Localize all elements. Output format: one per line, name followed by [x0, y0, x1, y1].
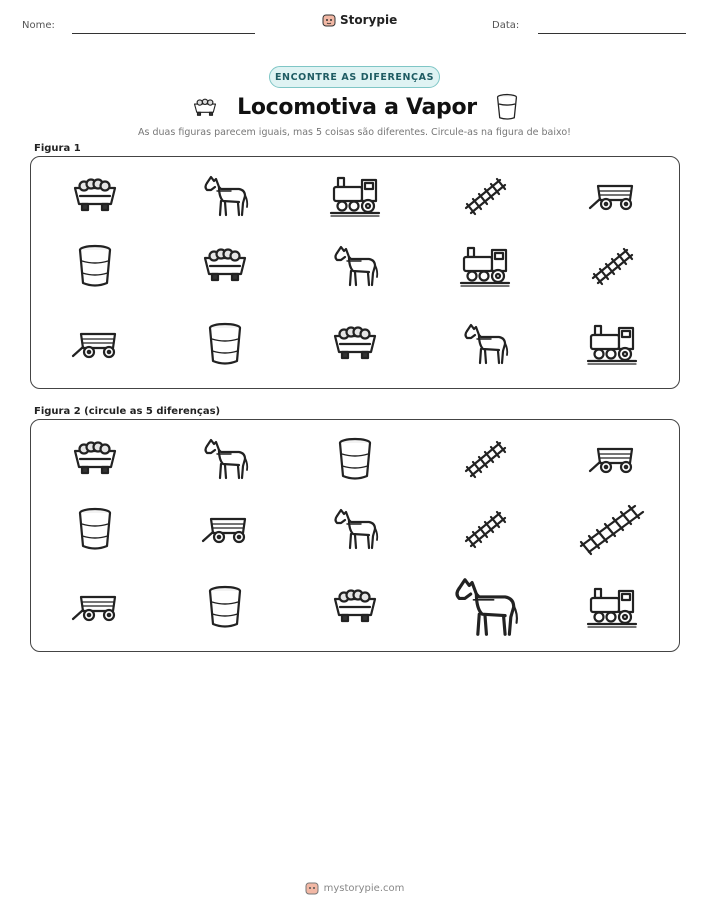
figure1-label: Figura 1 [34, 143, 81, 154]
title-row [190, 90, 520, 124]
tracks-icon [572, 236, 652, 296]
horse-icon [315, 236, 395, 296]
brand-logo [322, 13, 397, 27]
footer-url[interactable]: mystorypie.com [323, 882, 405, 894]
train-icon [572, 314, 652, 374]
train-icon [315, 166, 395, 226]
coal-cart-icon[interactable] [55, 429, 135, 489]
wagon-icon[interactable] [572, 429, 652, 489]
coal-cart-icon[interactable] [315, 577, 395, 637]
coal-cart-icon [185, 236, 265, 296]
activity-badge: ENCONTRE AS DIFERENÇAS [269, 66, 440, 88]
brand-name: Storypie [340, 13, 398, 27]
date-line[interactable] [538, 33, 686, 34]
bucket-icon[interactable] [315, 429, 395, 489]
wagon-icon [572, 166, 652, 226]
storypie-mascot-icon [305, 881, 319, 895]
page-title: Locomotiva a Vapor [237, 94, 477, 120]
wagon-icon [55, 314, 135, 374]
footer [0, 881, 709, 895]
horse-large-icon[interactable] [445, 577, 525, 637]
coal-cart-icon [190, 94, 220, 120]
storypie-mascot-icon [322, 13, 336, 27]
horse-icon [445, 314, 525, 374]
tracks-large-icon[interactable] [572, 499, 652, 559]
date-label: Data: [492, 20, 520, 31]
bucket-icon [185, 314, 265, 374]
bucket-icon [494, 92, 520, 122]
bucket-icon[interactable] [55, 499, 135, 559]
wagon-icon[interactable] [55, 577, 135, 637]
name-label: Nome: [22, 20, 55, 31]
instructions-text: As duas figuras parecem iguais, mas 5 coisas são diferentes. Circule-as na figura de baixo! [138, 127, 571, 138]
bucket-icon[interactable] [185, 577, 265, 637]
horse-icon[interactable] [315, 499, 395, 559]
horse-icon [185, 166, 265, 226]
tracks-icon [445, 166, 525, 226]
coal-cart-icon [55, 166, 135, 226]
name-line[interactable] [72, 33, 255, 34]
train-icon [445, 236, 525, 296]
tracks-icon[interactable] [445, 499, 525, 559]
train-icon[interactable] [572, 577, 652, 637]
horse-icon[interactable] [185, 429, 265, 489]
figure2-label: Figura 2 (circule as 5 diferenças) [34, 406, 221, 417]
bucket-icon [55, 236, 135, 296]
coal-cart-icon [315, 314, 395, 374]
tracks-icon[interactable] [445, 429, 525, 489]
wagon-icon[interactable] [185, 499, 265, 559]
